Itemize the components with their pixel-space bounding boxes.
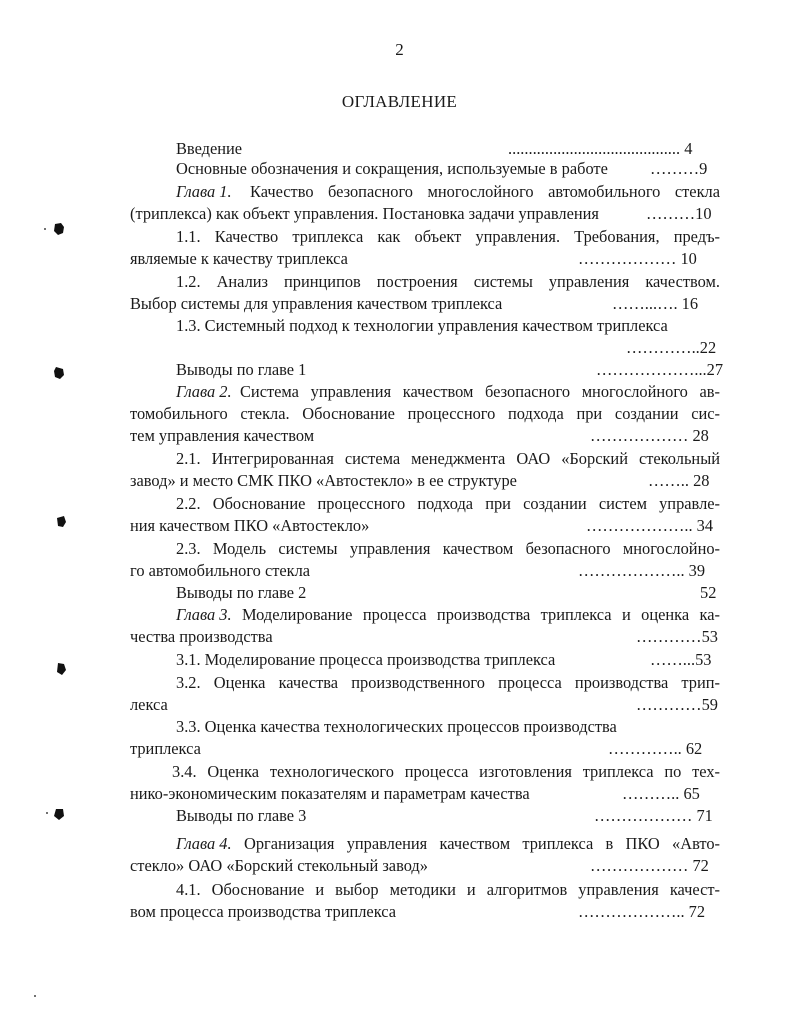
- toc-section-4-1-dots: ……………….. 72: [578, 902, 706, 921]
- page-number: 2: [395, 40, 404, 59]
- toc-section-4-1-line2: вом процесса производства триплекса: [130, 902, 397, 921]
- toc-conclusions-2-dots: 52: [700, 583, 717, 602]
- toc-section-3-4-dots: ……….. 65: [622, 784, 700, 803]
- toc-section-1-1-line1: 1.1. Качество триплекса как объект управления. Требования, предъ-: [176, 227, 720, 246]
- toc-section-2-1-dots: …….. 28: [648, 471, 710, 490]
- toc-chapter-3-line2: чества производства: [130, 627, 273, 646]
- scan-speck: [44, 228, 46, 230]
- toc-section-1-3-dots: …………..22: [626, 338, 717, 357]
- toc-chapter-1-line2: (триплекса) как объект управления. Постановка задачи управления: [130, 204, 599, 223]
- toc-chapter-1-label: Глава 1.: [176, 182, 232, 201]
- toc-entry-intro-dots: .......................................... 4: [508, 139, 693, 158]
- toc-section-2-2-dots: ……………….. 34: [586, 516, 714, 535]
- toc-section-3-1-line1: 3.1. Моделирование процесса производства триплекса: [176, 650, 556, 669]
- toc-section-2-1-line2: завод» и место СМК ПКО «Автостекло» в ее структуре: [130, 471, 517, 490]
- toc-conclusions-1-dots: ………………...27: [596, 360, 724, 379]
- toc-section-3-3-line1: 3.3. Оценка качества технологических процессов производства: [176, 717, 617, 736]
- toc-chapter-3-label: Глава 3.: [176, 605, 232, 624]
- toc-conclusions-3-title: Выводы по главе 3: [176, 806, 307, 825]
- toc-section-1-1-line2: являемые к качеству триплекса: [130, 249, 348, 268]
- toc-chapter-3-line1: Моделирование процесса производства триплекса и оценка ка-: [242, 605, 720, 624]
- binding-hole-mark-icon: [52, 222, 66, 236]
- toc-chapter-4-line1: Организация управления качеством триплекса в ПКО «Авто-: [244, 834, 720, 853]
- toc-chapter-2-line1: Система управления качеством безопасного многослойного ав-: [240, 382, 720, 401]
- toc-chapter-4-line2: стекло» ОАО «Борский стекольный завод»: [130, 856, 428, 875]
- toc-section-1-3-line1: 1.3. Системный подход к технологии управления качеством триплекса: [176, 316, 668, 335]
- toc-section-3-2-dots: …………59: [636, 695, 718, 714]
- toc-chapter-2-label: Глава 2.: [176, 382, 232, 401]
- toc-section-2-2-line2: ния качеством ПКО «Автостекло»: [130, 516, 370, 535]
- toc-chapter-4-dots: ……………… 72: [590, 856, 709, 875]
- binding-hole-mark-icon: [54, 515, 68, 529]
- toc-chapter-3-dots: …………53: [636, 627, 718, 646]
- toc-conclusions-3-dots: ……………… 71: [594, 806, 713, 825]
- toc-section-3-4-line1: 3.4. Оценка технологического процесса изготовления триплекса по тех-: [172, 762, 720, 781]
- toc-section-3-2-line1: 3.2. Оценка качества производственного процесса производства трип-: [176, 673, 720, 692]
- toc-chapter-1-dots: ………10: [646, 204, 712, 223]
- toc-section-1-2-line2: Выбор системы для управления качеством триплекса: [130, 294, 503, 313]
- page-title: ОГЛАВЛЕНИЕ: [341, 92, 458, 111]
- toc-conclusions-1-title: Выводы по главе 1: [176, 360, 307, 379]
- toc-section-4-1-line1: 4.1. Обоснование и выбор методики и алгоритмов управления качест-: [176, 880, 720, 899]
- toc-section-2-3-line2: го автомобильного стекла: [130, 561, 311, 580]
- toc-chapter-1-line1: Качество безопасного многослойного автомобильного стекла: [250, 182, 720, 201]
- toc-section-1-2-dots: ……...…. 16: [612, 294, 699, 313]
- toc-section-1-1-dots: ……………… 10: [578, 249, 697, 268]
- toc-entry-abbr-dots: ………9: [650, 159, 708, 178]
- toc-section-2-3-dots: ……………….. 39: [578, 561, 706, 580]
- toc-section-3-4-line2: нико-экономическим показателям и параметрам качества: [130, 784, 530, 803]
- toc-entry-intro-title: Введение: [176, 139, 243, 158]
- toc-entry-abbr-title: Основные обозначения и сокращения, используемые в работе: [176, 159, 608, 178]
- toc-section-1-2-line1: 1.2. Анализ принципов построения системы управления качеством.: [176, 272, 720, 291]
- toc-section-2-1-line1: 2.1. Интегрированная система менеджмента ОАО «Борский стекольный: [176, 449, 720, 468]
- toc-section-3-2-line2: лекса: [130, 695, 168, 714]
- binding-hole-mark-icon: [52, 807, 66, 821]
- toc-chapter-2-line3: тем управления качеством: [130, 426, 315, 445]
- toc-section-3-3-line2: триплекса: [130, 739, 201, 758]
- toc-conclusions-2-title: Выводы по главе 2: [176, 583, 307, 602]
- binding-hole-mark-icon: [52, 366, 66, 380]
- toc-section-3-1-dots: ……...53: [650, 650, 712, 669]
- scan-speck: [46, 812, 48, 814]
- toc-section-2-2-line1: 2.2. Обоснование процессного подхода при создании систем управле-: [176, 494, 720, 513]
- toc-chapter-2-dots: ……………… 28: [590, 426, 709, 445]
- toc-section-2-3-line1: 2.3. Модель системы управления качеством безопасного многослойно-: [176, 539, 720, 558]
- toc-chapter-4-label: Глава 4.: [176, 834, 232, 853]
- toc-section-3-3-dots: ………….. 62: [608, 739, 703, 758]
- binding-hole-mark-icon: [54, 662, 68, 676]
- scan-speck: [34, 995, 36, 997]
- toc-chapter-2-line2: томобильного стекла. Обоснование процессного подхода при создании сис-: [130, 404, 720, 423]
